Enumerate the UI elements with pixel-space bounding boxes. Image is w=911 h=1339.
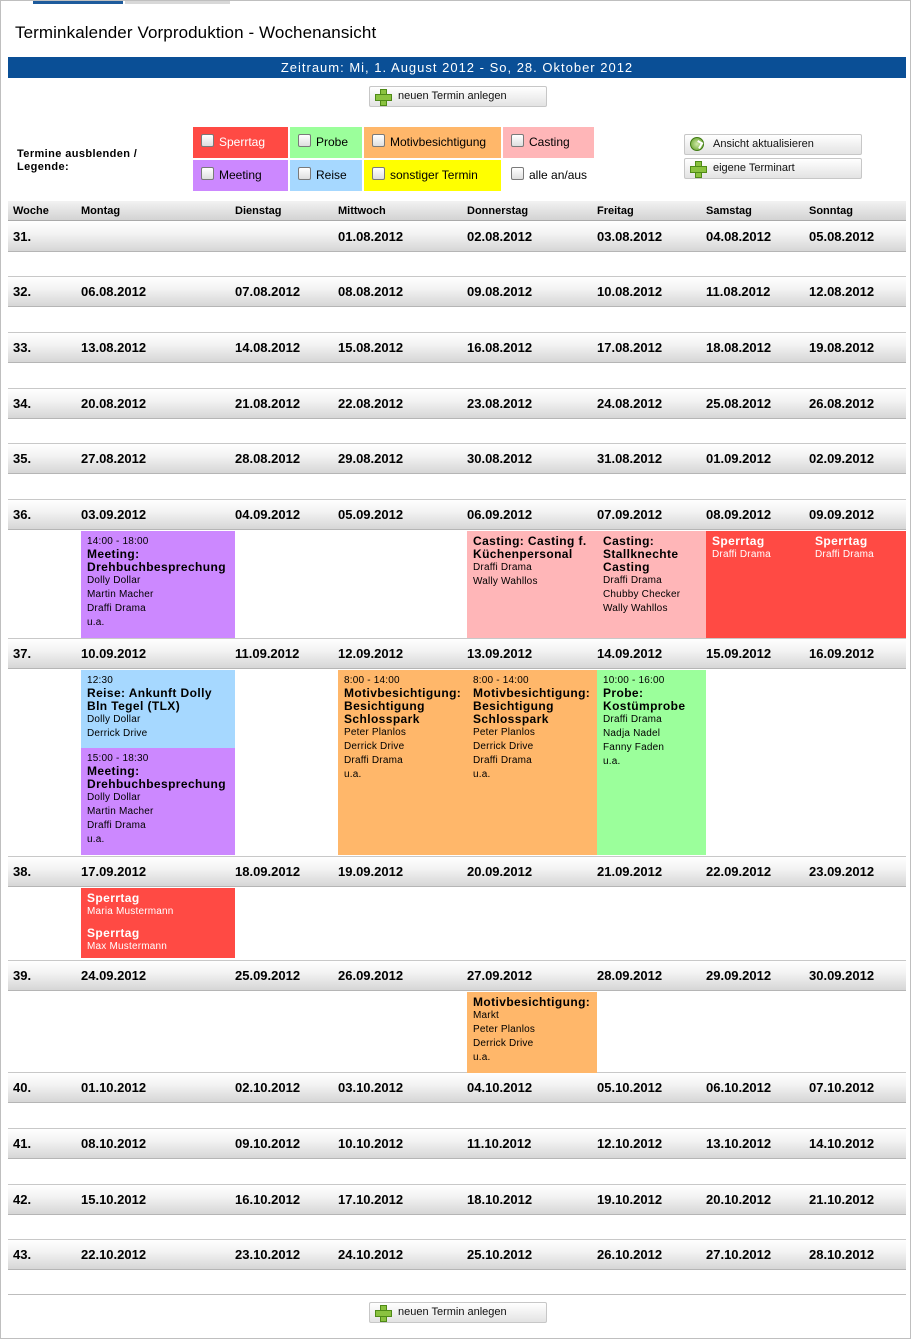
event-title: Probe: Kostümprobe: [603, 686, 686, 713]
checkbox-reise[interactable]: [298, 167, 311, 180]
week-content-area[interactable]: [8, 1160, 906, 1185]
day-date[interactable]: 17.09.2012: [81, 864, 147, 879]
event-person: Draffi Drama: [603, 714, 662, 725]
day-date[interactable]: 19.10.2012: [597, 1192, 663, 1207]
day-date[interactable]: 25.08.2012: [706, 396, 772, 411]
day-date[interactable]: 15.09.2012: [706, 646, 772, 661]
event-person: u.a.: [87, 834, 105, 845]
week-content-area[interactable]: [8, 364, 906, 389]
day-date[interactable]: 08.08.2012: [338, 284, 404, 299]
day-date[interactable]: 21.09.2012: [597, 864, 663, 879]
plus-icon: [375, 1305, 390, 1320]
legend-reise[interactable]: Reise: [290, 160, 362, 191]
week-number: 36.: [13, 507, 32, 522]
day-date[interactable]: 30.08.2012: [467, 451, 533, 466]
day-date[interactable]: 29.09.2012: [706, 968, 772, 983]
day-date[interactable]: 28.09.2012: [597, 968, 663, 983]
event-title: Sperrtag: [712, 534, 765, 548]
day-date[interactable]: 27.10.2012: [706, 1247, 772, 1262]
day-date[interactable]: 24.08.2012: [597, 396, 663, 411]
event-casting[interactable]: [467, 531, 597, 638]
day-date[interactable]: 05.08.2012: [809, 229, 875, 244]
week-row: [8, 1185, 906, 1215]
day-date[interactable]: 11.10.2012: [467, 1136, 532, 1151]
day-date[interactable]: 02.08.2012: [467, 229, 533, 244]
week-row: [8, 222, 906, 252]
week-content-area[interactable]: [8, 1104, 906, 1129]
event-probe[interactable]: [597, 670, 706, 855]
event-title: Reise: Ankunft Dolly Bln Tegel (TLX): [87, 686, 212, 713]
event-person: Wally Wahllos: [473, 576, 538, 587]
day-date[interactable]: 11.08.2012: [706, 284, 771, 299]
day-date[interactable]: 10.09.2012: [81, 646, 147, 661]
day-date[interactable]: 17.08.2012: [597, 340, 663, 355]
event-motivbesichtigung[interactable]: [338, 670, 467, 855]
day-date[interactable]: 06.08.2012: [81, 284, 147, 299]
day-date[interactable]: 25.10.2012: [467, 1247, 533, 1262]
event-person: Draffi Drama: [87, 603, 146, 614]
day-date[interactable]: 16.08.2012: [467, 340, 533, 355]
event-person: Draffi Drama: [815, 549, 874, 560]
event-title: Sperrtag: [87, 891, 140, 905]
event-person: Draffi Drama: [87, 820, 146, 831]
event-sperrtag[interactable]: [81, 923, 235, 958]
week-row: [8, 1073, 906, 1103]
legend-meeting[interactable]: Meeting: [193, 160, 288, 191]
custom-type-label: eigene Terminart: [713, 162, 795, 174]
event-title: Meeting: Drehbuchbesprechung: [87, 547, 226, 574]
day-date[interactable]: 23.09.2012: [809, 864, 875, 879]
event-title: Meeting: Drehbuchbesprechung: [87, 764, 226, 791]
day-date[interactable]: 08.10.2012: [81, 1136, 147, 1151]
week-number: 31.: [13, 229, 32, 244]
week-number: 34.: [13, 396, 32, 411]
event-title: Motivbesichtigung: Besichtigung Schlosspark: [473, 686, 591, 726]
week-number: 38.: [13, 864, 32, 879]
day-date[interactable]: 19.09.2012: [338, 864, 404, 879]
event-meeting[interactable]: [81, 748, 235, 855]
day-date[interactable]: 19.08.2012: [809, 340, 875, 355]
week-row: [8, 961, 906, 991]
day-date[interactable]: 23.10.2012: [235, 1247, 301, 1262]
day-date[interactable]: 27.09.2012: [467, 968, 533, 983]
day-date[interactable]: 02.10.2012: [235, 1080, 301, 1095]
legend-sonstiger-termin[interactable]: sonstiger Termin: [364, 160, 501, 191]
event-person: Markt: [473, 1010, 499, 1021]
week-number: 35.: [13, 451, 32, 466]
custom-type-button[interactable]: [684, 158, 862, 179]
day-date[interactable]: 09.09.2012: [809, 507, 875, 522]
event-casting[interactable]: [597, 531, 706, 638]
event-person: Peter Planlos: [473, 727, 536, 738]
day-date[interactable]: 24.09.2012: [81, 968, 147, 983]
week-content-area[interactable]: [8, 308, 906, 333]
event-person: Dolly Dollar: [87, 714, 141, 725]
event-motivbesichtigung[interactable]: [467, 670, 597, 855]
day-date[interactable]: 10.08.2012: [597, 284, 663, 299]
day-date[interactable]: 07.10.2012: [809, 1080, 875, 1095]
event-title: Motivbesichtigung: Besichtigung Schlosspark: [344, 686, 462, 726]
new-appointment-label: neuen Termin anlegen: [398, 90, 507, 102]
event-title: Casting: Stallknechte Casting: [603, 534, 679, 574]
header-freitag: Freitag: [597, 205, 634, 217]
event-person: Draffi Drama: [712, 549, 771, 560]
header-mittwoch: Mittwoch: [338, 205, 386, 217]
refresh-view-button[interactable]: [684, 134, 862, 155]
checkbox-probe[interactable]: [298, 134, 311, 147]
day-date[interactable]: 29.08.2012: [338, 451, 404, 466]
day-date[interactable]: 03.09.2012: [81, 507, 147, 522]
checkbox-motivbesichtigung[interactable]: [372, 134, 385, 147]
checkbox-meeting[interactable]: [201, 167, 214, 180]
day-date[interactable]: 30.09.2012: [809, 968, 875, 983]
week-number: 37.: [13, 646, 32, 661]
header-woche: Woche: [13, 205, 49, 217]
week-content-area[interactable]: [8, 1216, 906, 1240]
day-date[interactable]: 16.10.2012: [235, 1192, 301, 1207]
day-date[interactable]: 17.10.2012: [338, 1192, 404, 1207]
legend-sperrtag[interactable]: Sperrtag: [193, 127, 288, 158]
plus-icon: [690, 161, 705, 176]
bottom-divider: [8, 1294, 906, 1295]
day-date[interactable]: 14.09.2012: [597, 646, 663, 661]
event-person: Wally Wahllos: [603, 603, 668, 614]
day-date[interactable]: 22.10.2012: [81, 1247, 147, 1262]
week-number: 42.: [13, 1192, 32, 1207]
event-time: 10:00 - 16:00: [603, 675, 665, 686]
day-date[interactable]: 12.09.2012: [338, 646, 404, 661]
day-date[interactable]: 23.08.2012: [467, 396, 533, 411]
day-date[interactable]: 18.09.2012: [235, 864, 301, 879]
event-person: Fanny Faden: [603, 742, 665, 753]
day-date[interactable]: 04.08.2012: [706, 229, 772, 244]
day-date[interactable]: 21.10.2012: [809, 1192, 875, 1207]
week-content-area[interactable]: [8, 992, 906, 1073]
day-date[interactable]: 26.08.2012: [809, 396, 875, 411]
checkbox-sperrtag[interactable]: [201, 134, 214, 147]
day-date[interactable]: 18.08.2012: [706, 340, 772, 355]
day-date[interactable]: 22.08.2012: [338, 396, 404, 411]
event-person: u.a.: [87, 617, 105, 628]
event-person: Peter Planlos: [344, 727, 407, 738]
legend-casting[interactable]: Casting: [503, 127, 594, 158]
event-person: Draffi Drama: [344, 755, 403, 766]
event-person: Nadja Nadel: [603, 728, 661, 739]
week-content-area[interactable]: [8, 253, 906, 277]
header-sonntag: Sonntag: [809, 205, 853, 217]
day-date[interactable]: 26.09.2012: [338, 968, 404, 983]
day-date[interactable]: 07.08.2012: [235, 284, 301, 299]
day-date[interactable]: 12.10.2012: [597, 1136, 663, 1151]
top-tab-active[interactable]: [33, 1, 123, 4]
event-person: Draffi Drama: [603, 575, 662, 586]
checkbox-alle[interactable]: [511, 167, 524, 180]
header-samstag: Samstag: [706, 205, 752, 217]
week-row: [8, 389, 906, 419]
day-date[interactable]: 01.08.2012: [338, 229, 404, 244]
legend-probe[interactable]: Probe: [290, 127, 362, 158]
calendar-header: [8, 201, 906, 221]
event-time: 12:30: [87, 675, 114, 686]
event-time: 8:00 - 14:00: [473, 675, 529, 686]
week-number: 41.: [13, 1136, 32, 1151]
week-number: 43.: [13, 1247, 32, 1262]
day-date[interactable]: 01.09.2012: [706, 451, 772, 466]
day-date[interactable]: 08.09.2012: [706, 507, 772, 522]
day-date[interactable]: 13.09.2012: [467, 646, 533, 661]
event-time: 8:00 - 14:00: [344, 675, 400, 686]
day-date[interactable]: 02.09.2012: [809, 451, 875, 466]
day-date[interactable]: 12.08.2012: [809, 284, 875, 299]
day-date[interactable]: 25.09.2012: [235, 968, 301, 983]
legend-alle[interactable]: alle an/aus: [503, 160, 594, 191]
page-title: Terminkalender Vorproduktion - Wochenansicht: [15, 23, 377, 42]
week-row: [8, 639, 906, 669]
day-date[interactable]: 05.10.2012: [597, 1080, 663, 1095]
header-dienstag: Dienstag: [235, 205, 282, 217]
event-person: u.a.: [473, 769, 491, 780]
event-title: Motivbesichtigung:: [473, 995, 591, 1009]
top-tab[interactable]: [125, 1, 230, 4]
event-time: 14:00 - 18:00: [87, 536, 149, 547]
event-person: Derrick Drive: [87, 728, 148, 739]
legend-motivbesichtigung[interactable]: Motivbesichtigung: [364, 127, 501, 158]
checkbox-casting[interactable]: [511, 134, 524, 147]
legend-title: Termine ausblenden / Legende:: [17, 148, 138, 173]
day-date[interactable]: 18.10.2012: [467, 1192, 533, 1207]
event-reise[interactable]: [81, 670, 235, 748]
plus-icon: [375, 89, 390, 104]
day-date[interactable]: 26.10.2012: [597, 1247, 663, 1262]
day-date[interactable]: 03.10.2012: [338, 1080, 404, 1095]
new-appointment-button-bottom[interactable]: [369, 1302, 547, 1323]
day-date[interactable]: 11.09.2012: [235, 646, 300, 661]
day-date[interactable]: 16.09.2012: [809, 646, 875, 661]
event-person: u.a.: [344, 769, 362, 780]
event-sperrtag[interactable]: [81, 888, 235, 923]
week-row: [8, 1129, 906, 1159]
event-person: Derrick Drive: [344, 741, 405, 752]
day-date[interactable]: 24.10.2012: [338, 1247, 404, 1262]
event-sperrtag[interactable]: [809, 531, 906, 638]
day-date[interactable]: 14.10.2012: [809, 1136, 875, 1151]
week-row: [8, 333, 906, 363]
day-date[interactable]: 20.10.2012: [706, 1192, 772, 1207]
new-appointment-label: neuen Termin anlegen: [398, 1306, 507, 1318]
day-date[interactable]: 13.08.2012: [81, 340, 147, 355]
day-date[interactable]: 04.10.2012: [467, 1080, 533, 1095]
day-date[interactable]: 28.08.2012: [235, 451, 301, 466]
event-person: Dolly Dollar: [87, 575, 141, 586]
day-date[interactable]: 03.08.2012: [597, 229, 663, 244]
week-row: [8, 500, 906, 530]
event-sperrtag[interactable]: [706, 531, 809, 638]
day-date[interactable]: 09.08.2012: [467, 284, 533, 299]
event-person: Derrick Drive: [473, 741, 534, 752]
day-date[interactable]: 28.10.2012: [809, 1247, 875, 1262]
day-date[interactable]: 21.08.2012: [235, 396, 301, 411]
day-date[interactable]: 07.09.2012: [597, 507, 663, 522]
day-date[interactable]: 27.08.2012: [81, 451, 147, 466]
event-person: Draffi Drama: [473, 562, 532, 573]
day-date[interactable]: 04.09.2012: [235, 507, 301, 522]
day-date[interactable]: 06.09.2012: [467, 507, 533, 522]
week-row: [8, 444, 906, 474]
event-time: 15:00 - 18:30: [87, 753, 149, 764]
event-person: Dolly Dollar: [87, 792, 141, 803]
day-date[interactable]: 14.08.2012: [235, 340, 301, 355]
header-montag: Montag: [81, 205, 121, 217]
day-date[interactable]: 09.10.2012: [235, 1136, 301, 1151]
day-date[interactable]: 20.09.2012: [467, 864, 533, 879]
day-date[interactable]: 22.09.2012: [706, 864, 772, 879]
checkbox-sonstiger-termin[interactable]: [372, 167, 385, 180]
week-number: 40.: [13, 1080, 32, 1095]
event-person: Draffi Drama: [473, 755, 532, 766]
new-appointment-button-top[interactable]: [369, 86, 547, 107]
day-date[interactable]: 05.09.2012: [338, 507, 404, 522]
week-row: [8, 857, 906, 887]
header-donnerstag: Donnerstag: [467, 205, 529, 217]
event-person: u.a.: [473, 1052, 491, 1063]
week-row: [8, 1240, 906, 1270]
week-number: 39.: [13, 968, 32, 983]
day-date[interactable]: 15.08.2012: [338, 340, 404, 355]
refresh-icon: [690, 137, 704, 151]
event-person: Maria Mustermann: [87, 906, 174, 917]
day-date[interactable]: 01.10.2012: [81, 1080, 147, 1095]
event-title: Casting: Casting f. Küchenpersonal: [473, 534, 587, 561]
event-person: Martin Macher: [87, 806, 154, 817]
week-row: [8, 277, 906, 307]
event-person: u.a.: [603, 756, 621, 767]
event-title: Sperrtag: [87, 926, 140, 940]
week-content-area[interactable]: [8, 475, 906, 500]
date-range-bar: Zeitraum: Mi, 1. August 2012 - So, 28. Oktober 2012: [8, 57, 906, 78]
event-person: Max Mustermann: [87, 941, 168, 952]
day-date[interactable]: 31.08.2012: [597, 451, 663, 466]
event-motivbesichtigung[interactable]: [467, 992, 597, 1073]
refresh-label: Ansicht aktualisieren: [713, 138, 814, 150]
event-meeting[interactable]: [81, 531, 235, 638]
week-number: 32.: [13, 284, 32, 299]
event-person: Martin Macher: [87, 589, 154, 600]
event-person: Chubby Checker: [603, 589, 681, 600]
week-number: 33.: [13, 340, 32, 355]
event-person: Peter Planlos: [473, 1024, 536, 1035]
day-date[interactable]: 20.08.2012: [81, 396, 147, 411]
day-date[interactable]: 06.10.2012: [706, 1080, 772, 1095]
week-content-area[interactable]: [8, 420, 906, 444]
day-date[interactable]: 10.10.2012: [338, 1136, 404, 1151]
event-title: Sperrtag: [815, 534, 868, 548]
day-date[interactable]: 15.10.2012: [81, 1192, 147, 1207]
day-date[interactable]: 13.10.2012: [706, 1136, 772, 1151]
event-person: Derrick Drive: [473, 1038, 534, 1049]
